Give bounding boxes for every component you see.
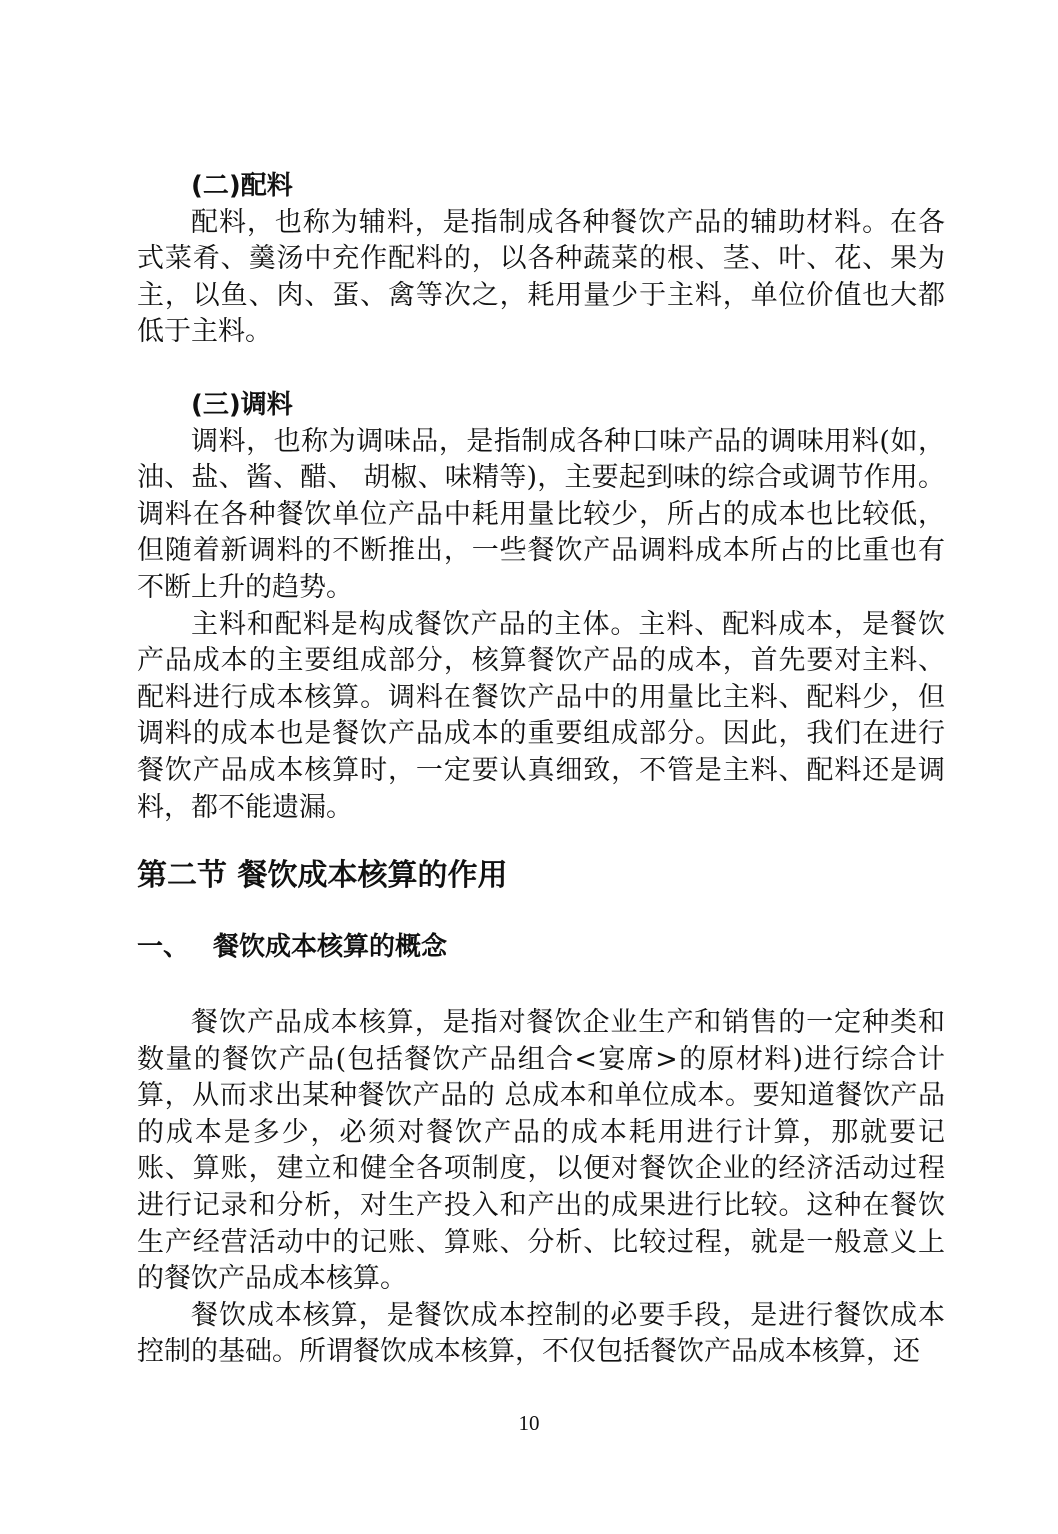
body-paragraph: 配料，也称为辅料，是指制成各种餐饮产品的辅助材料。在各式菜肴、羹汤中充作配料的，以各种蔬菜的根、茎、叶、花、果为主，以鱼、肉、蛋、禽等次之，耗用量少于主料，单位价值也大都低于主料。 <box>137 206 945 348</box>
subsection-number: 一、 <box>137 932 190 963</box>
subsection-title-condiments: (三)调料 <box>191 389 293 420</box>
body-paragraph: 调料，也称为调味品，是指制成各种口味产品的调味用料(如，油、盐、酱、醋、 胡椒、味精等)，主要起到味的综合或调节作用。调料在各种餐饮单位产品中耗用量比较少，所占的成本也比较低，但随着新调料的不断推出，一些餐饮产品调料成本所占的比重也有不断上升的趋势。 <box>137 425 945 603</box>
subsection-heading-text: 餐饮成本核算的概念 <box>213 932 448 963</box>
body-paragraph: 餐饮产品成本核算，是指对餐饮企业生产和销售的一定种类和数量的餐饮产品(包括餐饮产品组合<宴席>的原材料)进行综合计算，从而求出某种餐饮产品的 总成本和单位成本。要知道餐饮产品的成本是多少，必须对餐饮产品的成本耗用进行计算，那就要记账、算账，建立和健全各项制度，以便对餐饮企业的经济活动过程进行记录和分析，对生产投入和产出的成果进行比较。这种在餐饮生产经营活动中的记账、算账、分析、比较过程，就是一般意义上的餐饮产品成本核算。 <box>137 1007 945 1295</box>
page-content <box>137 168 945 1371</box>
section-heading: 第二节 餐饮成本核算的作用 <box>137 858 508 894</box>
spacer <box>137 965 945 1005</box>
page-number: 10 <box>518 1411 540 1435</box>
subsection-title-seasoning-side: (二)配料 <box>191 171 293 201</box>
body-paragraph: 主料和配料是构成餐饮产品的主体。主料、配料成本，是餐饮产品成本的主要组成部分，核算餐饮产品的成本，首先要对主料、配料进行成本核算。调料在餐饮产品中的用量比主料、配料少，但调料的成本也是餐饮产品成本的重要组成部分。因此，我们在进行餐饮产品成本核算时，一定要认真细致，不管是主料、配料还是调料，都不能遗漏。 <box>137 608 945 823</box>
spacer <box>137 351 945 387</box>
body-paragraph: 餐饮成本核算，是餐饮成本控制的必要手段，是进行餐饮成本控制的基础。所谓餐饮成本核算，不仅包括餐饮产品成本核算，还 <box>137 1299 945 1368</box>
subsection-heading <box>137 929 945 965</box>
